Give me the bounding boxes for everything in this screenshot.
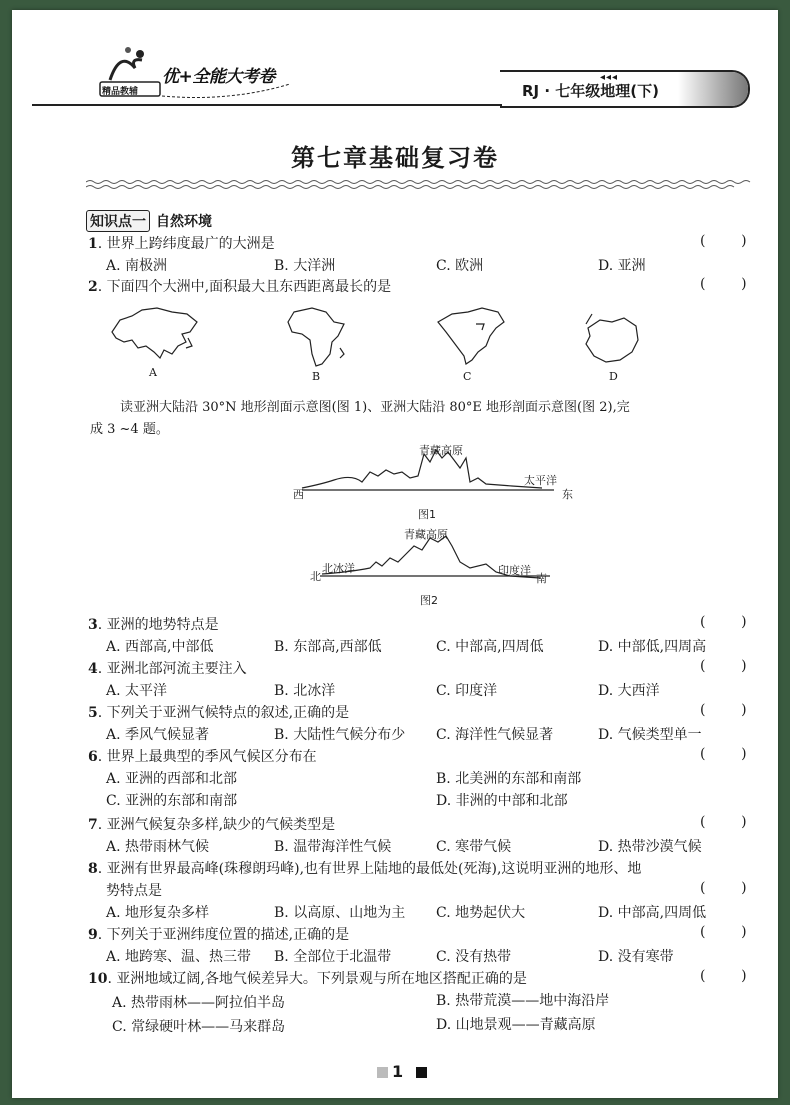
brand-name: 优+全能大考卷 <box>162 67 275 87</box>
antarctica-outline-icon <box>578 310 642 368</box>
q9-option-c: C. 没有热带 <box>436 949 512 965</box>
q8-option-c: C. 地势起伏大 <box>436 905 526 921</box>
q10-option-d: D. 山地景观——青藏高原 <box>436 1017 596 1033</box>
map-label-d: D <box>609 370 618 383</box>
header-rule <box>32 104 502 106</box>
asia-outline-icon <box>102 302 202 364</box>
fig2-arctic-label: 北冰洋 <box>322 562 355 575</box>
question-4: 4. 亚洲北部河流主要注入 <box>88 661 247 677</box>
fig1-peak-label: 青藏高原 <box>419 444 463 457</box>
brand-badge: 精品教辅 <box>102 87 139 97</box>
footer-square-light <box>377 1067 388 1078</box>
q7-option-c: C. 寒带气候 <box>436 839 512 855</box>
fig1-pacific-label: 太平洋 <box>524 474 557 487</box>
q7-option-b: B. 温带海洋性气候 <box>274 839 392 855</box>
question-7: 7. 亚洲气候复杂多样,缺少的气候类型是 <box>88 817 336 833</box>
q1-option-b: B. 大洋洲 <box>274 258 336 274</box>
q3-option-d: D. 中部低,四周高 <box>598 639 707 655</box>
fig2-peak-label: 青藏高原 <box>404 528 448 541</box>
page-number: 1 <box>392 1062 404 1081</box>
q9-option-a: A. 地跨寒、温、热三带 <box>106 949 252 965</box>
q3-option-c: C. 中部高,四周低 <box>436 639 544 655</box>
q6-option-d: D. 非洲的中部和北部 <box>436 793 568 809</box>
q4-option-c: C. 印度洋 <box>436 683 498 699</box>
map-label-b: B <box>312 370 321 383</box>
q1-option-d: D. 亚洲 <box>598 258 646 274</box>
question-10: 10. 亚洲地域辽阔,各地气候差异大。下列景观与所在地区搭配正确的是 <box>88 971 527 987</box>
q4-option-b: B. 北冰洋 <box>274 683 336 699</box>
fig2-indian-label: 印度洋 <box>498 564 531 577</box>
figure-1-caption: 图1 <box>418 508 436 521</box>
q6-option-c: C. 亚洲的东部和南部 <box>106 793 238 809</box>
map-label-c: C <box>463 370 472 383</box>
africa-outline-icon <box>282 304 352 370</box>
answer-blank-4[interactable]: ( ) <box>700 658 747 674</box>
answer-blank-9[interactable]: ( ) <box>700 924 747 940</box>
question-3: 3. 亚洲的地势特点是 <box>88 617 219 633</box>
q7-option-a: A. 热带雨林气候 <box>106 839 210 855</box>
q5-option-d: D. 气候类型单一 <box>598 727 702 743</box>
q8-option-a: A. 地形复杂多样 <box>106 905 210 921</box>
section-heading <box>86 210 212 232</box>
question-8-continued: 势特点是 <box>106 883 162 899</box>
question-6: 6. 世界上最典型的季风气候区分布在 <box>88 749 317 765</box>
intro-line-2: 成 3 ~4 题。 <box>90 422 169 437</box>
q9-option-d: D. 没有寒带 <box>598 949 674 965</box>
q5-option-b: B. 大陆性气候分布少 <box>274 727 406 743</box>
footer-square-dark <box>416 1067 427 1078</box>
q4-option-d: D. 大西洋 <box>598 683 660 699</box>
answer-blank-10[interactable]: ( ) <box>700 968 747 984</box>
question-5: 5. 下列关于亚洲气候特点的叙述,正确的是 <box>88 705 350 721</box>
fig2-south-label: 南 <box>536 572 547 585</box>
q7-option-d: D. 热带沙漠气候 <box>598 839 702 855</box>
q3-option-a: A. 西部高,中部低 <box>106 639 214 655</box>
q10-option-c: C. 常绿硬叶林——马来群岛 <box>112 1019 286 1035</box>
section-label: 自然环境 <box>156 214 212 230</box>
q10-option-b: B. 热带荒漠——地中海沿岸 <box>436 993 610 1009</box>
answer-blank-5[interactable]: ( ) <box>700 702 747 718</box>
q8-option-d: D. 中部高,四周低 <box>598 905 707 921</box>
title-wave-divider <box>86 178 758 190</box>
q1-option-c: C. 欧洲 <box>436 258 484 274</box>
north-america-outline-icon <box>432 302 512 368</box>
q6-option-a: A. 亚洲的西部和北部 <box>106 771 238 787</box>
question-9: 9. 下列关于亚洲纬度位置的描述,正确的是 <box>88 927 350 943</box>
answer-blank-1[interactable]: ( ) <box>700 233 747 249</box>
fig1-west-label: 西 <box>293 488 304 501</box>
section-badge: 知识点一 <box>86 210 150 232</box>
answer-blank-7[interactable]: ( ) <box>700 814 747 830</box>
header-arrows: ◂◂◂ <box>600 72 619 83</box>
exam-page <box>12 10 778 1098</box>
fig2-north-label: 北 <box>310 570 321 583</box>
map-label-a: A <box>149 366 157 379</box>
answer-blank-3[interactable]: ( ) <box>700 614 747 630</box>
answer-blank-2[interactable]: ( ) <box>700 276 747 292</box>
q9-option-b: B. 全部位于北温带 <box>274 949 392 965</box>
q1-option-a: A. 南极洲 <box>106 258 168 274</box>
answer-blank-6[interactable]: ( ) <box>700 746 747 762</box>
q5-option-c: C. 海洋性气候显著 <box>436 727 554 743</box>
q6-option-b: B. 北美洲的东部和南部 <box>436 771 582 787</box>
q5-option-a: A. 季风气候显著 <box>106 727 210 743</box>
q10-option-a: A. 热带雨林——阿拉伯半岛 <box>112 995 286 1011</box>
question-2: 2. 下面四个大洲中,面积最大且东西距离最长的是 <box>88 279 392 295</box>
q4-option-a: A. 太平洋 <box>106 683 168 699</box>
answer-blank-8[interactable]: ( ) <box>700 880 747 896</box>
figure-2-caption: 图2 <box>420 594 438 607</box>
q8-option-b: B. 以高原、山地为主 <box>274 905 406 921</box>
page-title: 第七章基础复习卷 <box>291 143 499 172</box>
q3-option-b: B. 东部高,西部低 <box>274 639 382 655</box>
fig1-east-label: 东 <box>562 488 573 501</box>
question-1: 1. 世界上跨纬度最广的大洲是 <box>88 236 275 252</box>
question-8: 8. 亚洲有世界最高峰(珠穆朗玛峰),也有世界上陆地的最低处(死海),这说明亚洲的地形、地 <box>88 861 642 877</box>
intro-line-1: 读亚洲大陆沿 30°N 地形剖面示意图(图 1)、亚洲大陆沿 80°E 地形剖面示意图(图 2),完 <box>120 400 630 415</box>
subject-label: RJ · 七年级地理(下) <box>522 82 659 100</box>
